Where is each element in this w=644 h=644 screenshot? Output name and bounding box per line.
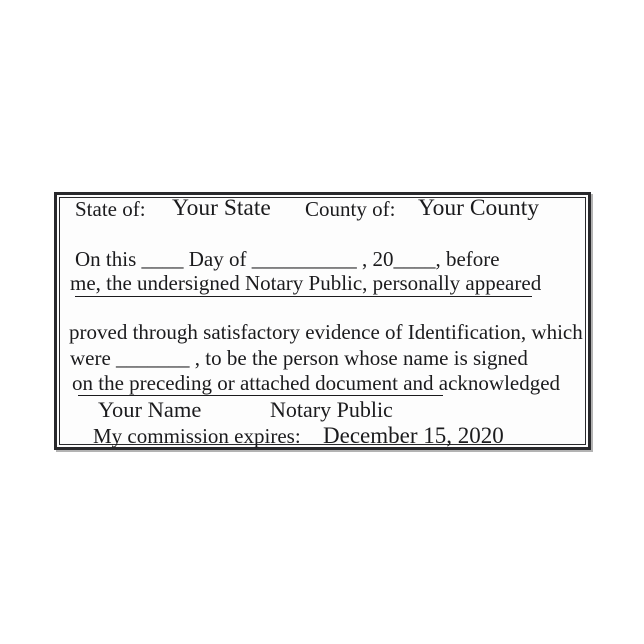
signer-title: Notary Public (270, 397, 393, 422)
date-blanks-text: On this ____ Day of __________ , 20____, before (75, 247, 500, 271)
undersigned-text: me, the undersigned Notary Public, personally appeared (70, 271, 542, 295)
proved-text: proved through satisfactory evidence of Identification, which (69, 320, 583, 344)
state-value: Your State (172, 195, 271, 221)
commission-line (60, 424, 585, 508)
stamp-inner-border (59, 195, 586, 448)
county-value: Your County (418, 195, 540, 221)
appeared-signature-line (75, 296, 532, 297)
signer-name: Your Name (98, 397, 202, 422)
stamp-content (60, 195, 585, 448)
commission-label: My commission expires: (93, 424, 301, 448)
county-label: County of: (305, 197, 396, 221)
commission-date: December 15, 2020 (323, 423, 504, 448)
notary-stamp (54, 192, 591, 450)
notary-signature-line (78, 395, 443, 396)
were-blank-text: were _______ , to be the person whose name is signed (70, 346, 528, 370)
acknowledged-text: on the preceding or attached document and acknowledged (72, 371, 561, 395)
state-label: State of: (75, 197, 146, 221)
